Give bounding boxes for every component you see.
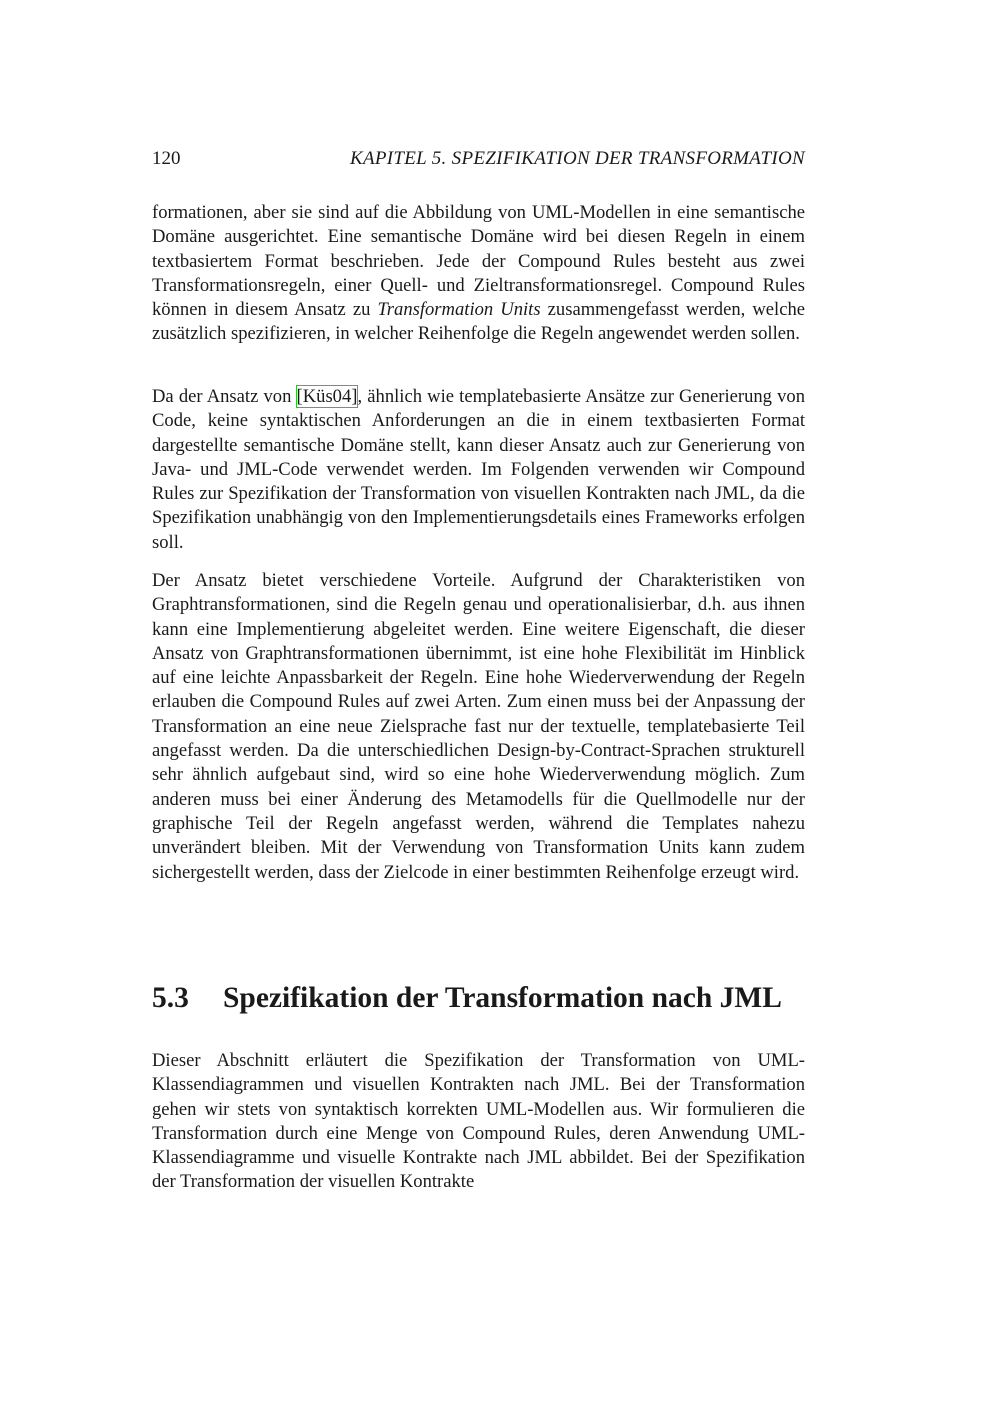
paragraph [152, 201, 805, 347]
section-title: Spezifikation der Transformation nach JML [223, 982, 782, 1014]
page-number: 120 [152, 148, 181, 169]
emphasis-term: Transformation Units [377, 299, 541, 321]
running-header [152, 148, 805, 172]
paragraph: Der Ansatz bietet verschiedene Vorteile. Aufgrund der Charakteristiken von Graphtransformationen, sind die Regeln genau und operationalisierbar, d.h. aus ihnen kann eine Implementierung abgeleitet werden. Eine weitere Eigenschaft, die dieser Ansatz von Graphtransformationen übernimmt, ist eine hohe Flexibilität im Hinblick auf eine leichte Anpassbarkeit der Regeln. Eine hohe Wiederverwendung der Regeln erlauben die Compound Rules auf zwei Arten. Zum einen muss bei der Anpassung der Transformation an eine neue Zielsprache fast nur der textuelle, templatebasierte Teil angefasst werden. Da die unterschiedlichen Design-by-Contract-Sprachen strukturell sehr ähnlich aufgebaut sind, wird so eine hohe Wiederverwendung möglich. Zum anderen muss bei einer Änderung des Metamodells für die Quellmodelle nur der graphische Teil der Regeln angefasst werden, während die Templates nahezu unverändert bleiben. Mit der Verwendung von Transformation Units kann zudem sichergestellt werden, dass der Zielcode in einer bestimmten Reihenfolge erzeugt wird. [152, 570, 805, 883]
paragraph-text: zusammengefasst werden, welche zusätzlich spezifizieren, in welcher Reihenfolge die Regeln angewendet werden sollen. [152, 299, 806, 345]
section-number: 5.3 [152, 982, 189, 1014]
paragraph: Dieser Abschnitt erläutert die Spezifikation der Transformation von UML-Klassendiagrammen und visuellen Kontrakten nach JML. Bei der Transformation gehen wir stets von syntaktisch korrekten UML-Modellen aus. Wir formulieren die Transformation durch eine Menge von Compound Rules, deren Anwendung UML-Klassendiagramme und visuelle Kontrakte nach JML abbildet. Bei der Spezifikation der Transformation der visuellen Kontrakte [152, 1050, 805, 1193]
section-heading [152, 980, 805, 1016]
paragraph [152, 385, 805, 555]
paragraph-text: , ähnlich wie templatebasierte Ansätze zur Generierung von Code, keine syntaktischen Anforderungen an die in einem textbasierten Format dargestellte semantische Domäne stellt, kann dieser Ansatz auch zur Generierung von Java- und JML-Code verwendet werden. Im Folgenden verwenden wir Compound Rules zur Spezifikation der Transformation von visuellen Kontrakten nach JML, da die Spezifikation unabhängig von den Implementierungsdetails eines Frameworks erfolgen soll. [152, 386, 806, 553]
citation-link[interactable]: [Küs04] [296, 386, 358, 407]
paragraph-text: Da der Ansatz von [152, 386, 297, 407]
running-title: KAPITEL 5. SPEZIFIKATION DER TRANSFORMATION [350, 148, 805, 169]
paragraph-text: formationen, aber sie sind auf die Abbildung von UML-Modellen in eine semantische Domäne ausgerichtet. Eine semantische Domäne wird bei diesen Regeln in einem textbasiertem Format beschrieben. Jede der Compound Rules besteht aus zwei Transformationsregeln, einer Quell- und Zieltransformationsregel. Compound Rules können in diesem Ansatz zu [152, 202, 805, 321]
